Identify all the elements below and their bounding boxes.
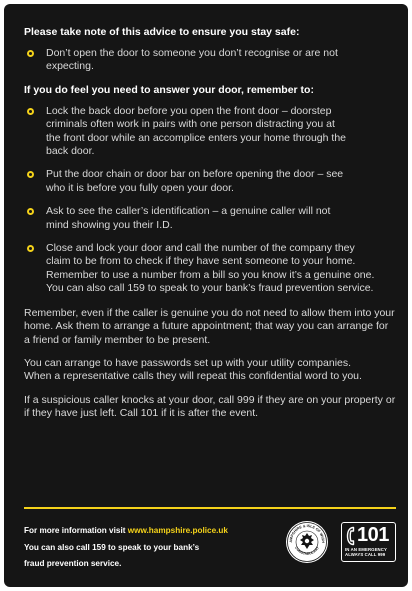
police-website-link[interactable]: www.hampshire.police.uk [127, 526, 228, 535]
bullet-text: Put the door chain or door bar on before opening the door – see who it is before you fully open your door. [46, 168, 344, 194]
crest-bottom-text: CONSTABULARY [293, 545, 321, 556]
badge-101 [341, 522, 396, 562]
list-item [24, 47, 346, 74]
bullet-text: Close and lock your door and call the number of the company they claim to be from to check if they have sent someone to your home. Remember to use a number from a bill so you know it’s a genuine one. You can also call 159 to speak to your bank’s fraud prevention service. [46, 242, 375, 295]
advice-card [4, 4, 408, 587]
footer-line-fraud: fraud prevention service. [24, 559, 122, 568]
bullet-list-1 [24, 47, 396, 74]
paragraph-suspicious-caller: If a suspicious caller knocks at your door, call 999 if they are on your property or if they have just left. Call 101 if it is after the event. [24, 393, 396, 420]
footer-line-bank: You can also call 159 to speak to your bank’s [24, 542, 200, 552]
footer-info [24, 523, 284, 573]
bullet-text: Don’t open the door to someone you don’t recognise or are not expecting. [46, 47, 338, 73]
footer-info-prefix: For more information visit [24, 526, 128, 535]
list-item [24, 105, 350, 159]
bullet-icon [27, 208, 34, 215]
list-item [24, 205, 350, 232]
paragraph-passwords: You can arrange to have passwords set up with your utility companies. When a representative calls they will repeat this confidential word to you. [24, 356, 362, 383]
bullet-icon [27, 50, 34, 57]
list-item [24, 242, 378, 296]
heading-answer-door: If you do feel you need to answer your door, remember to: [24, 83, 314, 96]
constabulary-crest-icon [285, 520, 329, 564]
list-item [24, 168, 350, 195]
bullet-icon [27, 171, 34, 178]
bullet-icon [27, 108, 34, 115]
footer-line-info [24, 523, 284, 540]
crest-top-text: AMPSHIRE & ISLE OF WIGH [288, 523, 326, 544]
badge-call-999-line: ALWAYS CALL 999 [345, 552, 386, 558]
badge-subtext [345, 547, 395, 558]
badge-emergency-line: IN AN EMERGENCY [345, 547, 387, 552]
bullet-list-2 [24, 104, 375, 296]
bullet-text: Lock the back door before you open the front door – doorstep criminals often work in pairs with one person distracting you at the front door while an accomplice enters your home through the back door. [46, 104, 347, 158]
footer-divider [24, 507, 396, 509]
advice-content [24, 26, 396, 421]
heading-stay-safe: Please take note of this advice to ensure you stay safe: [24, 26, 300, 38]
bullet-text: Ask to see the caller’s identification – a genuine caller will not mind showing you their I.D. [46, 205, 331, 231]
badge-number: 101 [357, 524, 389, 546]
bullet-icon [27, 245, 34, 252]
paragraph-remember: Remember, even if the caller is genuine you do not need to allow them into your home. Ask them to arrange a future appointment; that way you can arrange for a friend or family member to be present. [24, 306, 395, 346]
phone-icon [345, 526, 356, 546]
